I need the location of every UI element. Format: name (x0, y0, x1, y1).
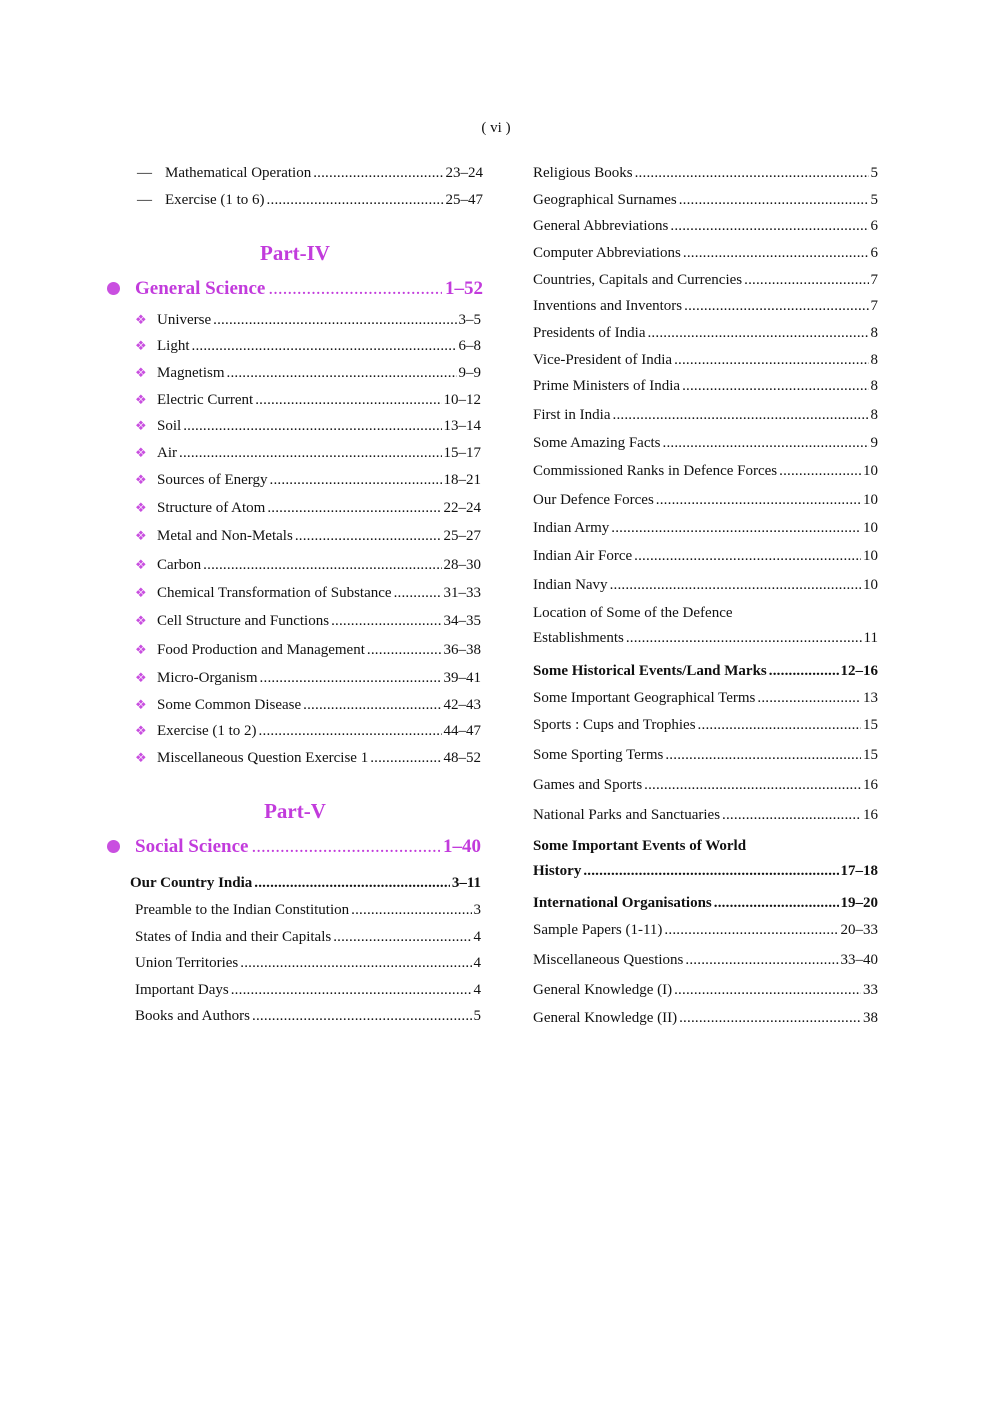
toc-title: Presidents of India (533, 325, 646, 341)
toc-pages: 39–41 (443, 670, 481, 686)
toc-entry[interactable] (135, 444, 481, 462)
toc-entry[interactable] (533, 244, 878, 262)
toc-pages: 10 (863, 492, 878, 508)
toc-entry[interactable] (533, 547, 878, 565)
dash-marker: — (137, 192, 152, 208)
toc-entry[interactable] (533, 491, 878, 509)
diamond-bullet-icon: ❖ (135, 750, 147, 765)
toc-pages: 38 (863, 1010, 878, 1026)
toc-title: Carbon (157, 557, 202, 573)
leader-dots (674, 981, 861, 999)
toc-entry-historical[interactable] (533, 662, 878, 680)
section-bullet-icon (107, 840, 120, 853)
toc-title: Countries, Capitals and Currencies (533, 272, 743, 288)
leader-dots (679, 1009, 861, 1027)
toc-title: Location of Some of the Defence (533, 605, 733, 621)
toc-pages: 19–20 (840, 895, 878, 911)
toc-pages: 23–24 (445, 165, 483, 181)
toc-title: Inventions and Inventors (533, 298, 683, 314)
toc-title: Magnetism (157, 365, 225, 381)
diamond-bullet-icon: ❖ (135, 670, 147, 685)
toc-title: Indian Air Force (533, 548, 633, 564)
toc-title: Vice-President of India (533, 352, 673, 368)
leader-dots (267, 191, 444, 209)
diamond-bullet-icon: ❖ (135, 528, 147, 543)
page-number: ( vi ) (481, 120, 511, 136)
toc-pages: 3–11 (451, 875, 481, 891)
diamond-bullet-icon: ❖ (135, 500, 147, 515)
toc-pages: 16 (863, 807, 878, 823)
section-general-science[interactable] (135, 278, 483, 300)
toc-title: First in India (533, 407, 611, 423)
toc-pages: 10–12 (443, 392, 481, 408)
toc-pages: 7 (870, 272, 878, 288)
toc-entry[interactable] (533, 951, 878, 969)
diamond-bullet-icon: ❖ (135, 338, 147, 353)
leader-dots (670, 217, 868, 235)
toc-title: General Knowledge (I) (533, 982, 673, 998)
toc-pages: 10 (863, 520, 878, 536)
leader-dots (635, 164, 869, 182)
toc-title: Prime Ministers of India (533, 378, 681, 394)
toc-title: Light (157, 338, 190, 354)
toc-entry[interactable] (135, 901, 481, 919)
toc-entry[interactable] (135, 311, 481, 329)
leader-dots (611, 519, 861, 537)
toc-title: Indian Army (533, 520, 610, 536)
diamond-bullet-icon: ❖ (135, 445, 147, 460)
toc-title: Soil (157, 418, 182, 434)
toc-title: Some Historical Events/Land Marks (533, 663, 767, 679)
toc-entry[interactable] (135, 1007, 481, 1025)
toc-title: Union Territories (135, 955, 239, 971)
toc-pages: 25–27 (443, 528, 481, 544)
toc-title: Commissioned Ranks in Defence Forces (533, 463, 778, 479)
toc-title: Air (157, 445, 177, 461)
diamond-bullet-icon: ❖ (135, 312, 147, 327)
toc-entry[interactable] (533, 1009, 878, 1027)
toc-title: Games and Sports (533, 777, 643, 793)
toc-pages: 6–8 (458, 338, 481, 354)
toc-pages: 15–17 (443, 445, 481, 461)
toc-entry[interactable] (533, 377, 878, 395)
toc-pages: 8 (870, 378, 878, 394)
toc-pages: 13 (863, 690, 878, 706)
toc-title: Our Defence Forces (533, 492, 654, 508)
toc-pages: 4 (473, 982, 481, 998)
toc-title: Universe (157, 312, 212, 328)
diamond-bullet-icon: ❖ (135, 557, 147, 572)
section-pages: 1–40 (443, 836, 481, 857)
leader-dots (634, 547, 861, 565)
leader-dots (685, 951, 838, 969)
toc-pages: 36–38 (443, 642, 481, 658)
toc-entry[interactable] (533, 716, 878, 734)
leader-dots (260, 669, 442, 687)
toc-entry[interactable] (135, 928, 481, 946)
toc-pages: 5 (870, 192, 878, 208)
toc-title: Important Days (135, 982, 229, 998)
part-v-heading: Part-V (264, 799, 326, 823)
subsection-our-country-india[interactable] (130, 874, 481, 892)
toc-title: Some Important Geographical Terms (533, 690, 756, 706)
toc-entry-intl-orgs[interactable] (533, 894, 878, 912)
toc-entry[interactable] (135, 337, 481, 355)
toc-entry[interactable] (135, 696, 481, 714)
toc-entry[interactable] (533, 164, 878, 182)
dash-marker: — (137, 165, 152, 181)
diamond-bullet-icon: ❖ (135, 723, 147, 738)
toc-pages: 31–33 (443, 585, 481, 601)
toc-pages: 6 (870, 218, 878, 234)
toc-pages: 5 (473, 1008, 481, 1024)
leader-dots (664, 921, 838, 939)
toc-entry[interactable] (135, 584, 481, 602)
toc-entry[interactable] (533, 191, 878, 209)
diamond-bullet-icon: ❖ (135, 613, 147, 628)
toc-pages: 22–24 (443, 500, 481, 516)
part-iv-heading: Part-IV (260, 241, 330, 265)
diamond-bullet-icon: ❖ (135, 642, 147, 657)
section-bullet-icon (107, 282, 120, 295)
toc-title: Mathematical Operation (165, 165, 312, 181)
toc-pages: 8 (870, 352, 878, 368)
leader-dots (255, 391, 441, 409)
toc-title: National Parks and Sanctuaries (533, 807, 721, 823)
toc-entry[interactable] (135, 391, 481, 409)
toc-entry[interactable] (533, 406, 878, 424)
toc-title: Some Common Disease (157, 697, 302, 713)
toc-pages: 42–43 (443, 697, 481, 713)
toc-pages: 10 (863, 577, 878, 593)
toc-title: Micro-Organism (157, 670, 258, 686)
section-title: Social Science (135, 836, 249, 857)
leader-dots (583, 862, 838, 880)
toc-title: International Organisations (533, 895, 712, 911)
section-social-science[interactable] (135, 836, 481, 858)
toc-pages: 8 (870, 407, 878, 423)
toc-title: Miscellaneous Question Exercise 1 (157, 750, 369, 766)
leader-dots (367, 641, 442, 659)
toc-pages: 3 (473, 902, 481, 918)
toc-entry[interactable] (135, 527, 481, 545)
toc-entry[interactable] (135, 471, 481, 489)
section-pages: 1–52 (445, 278, 483, 299)
toc-entry[interactable] (533, 806, 878, 824)
toc-title: Some Sporting Terms (533, 747, 664, 763)
toc-pages: 6 (870, 245, 878, 261)
toc-title: Geographical Surnames (533, 192, 677, 208)
diamond-bullet-icon: ❖ (135, 472, 147, 487)
leader-dots (698, 716, 861, 734)
diamond-bullet-icon: ❖ (135, 585, 147, 600)
leader-dots (663, 434, 869, 452)
toc-entry[interactable] (135, 417, 481, 435)
toc-title: Chemical Transformation of Substance (157, 585, 392, 601)
toc-entry[interactable] (135, 669, 481, 687)
leader-dots (179, 444, 442, 462)
toc-entry[interactable] (135, 954, 481, 972)
toc-entry[interactable] (135, 722, 481, 740)
toc-pages: 44–47 (443, 723, 481, 739)
leader-dots (192, 337, 457, 355)
toc-title: Miscellaneous Questions (533, 952, 684, 968)
toc-title: Exercise (1 to 6) (165, 192, 265, 208)
toc-entry[interactable] (533, 519, 878, 537)
toc-pages: 15 (863, 747, 878, 763)
toc-title: Structure of Atom (157, 500, 266, 516)
leader-dots (227, 364, 457, 382)
toc-entry-world-history[interactable] (533, 862, 878, 880)
leader-dots (394, 584, 442, 602)
leader-dots (644, 776, 861, 794)
leader-dots (684, 297, 868, 315)
toc-entry[interactable] (137, 191, 483, 209)
toc-pages: 10 (863, 463, 878, 479)
leader-dots (351, 901, 471, 919)
toc-title: Computer Abbreviations (533, 245, 681, 261)
leader-dots (647, 324, 868, 342)
leader-dots (203, 556, 441, 574)
diamond-bullet-icon: ❖ (135, 418, 147, 433)
toc-pages: 17–18 (840, 863, 878, 879)
toc-pages: 18–21 (443, 472, 481, 488)
toc-title: Metal and Non-Metals (157, 528, 293, 544)
toc-entry[interactable] (533, 351, 878, 369)
leader-dots (683, 244, 869, 262)
toc-entry[interactable] (533, 462, 878, 480)
toc-entry[interactable] (135, 612, 481, 630)
leader-dots (240, 954, 471, 972)
toc-pages: 11 (863, 630, 878, 646)
toc-title: States of India and their Capitals (135, 929, 332, 945)
toc-title: Electric Current (157, 392, 254, 408)
toc-title: Some Important Events of World (533, 838, 747, 854)
toc-entry[interactable] (533, 271, 878, 289)
leader-dots (303, 696, 441, 714)
toc-entry[interactable] (533, 576, 878, 594)
toc-title: Our Country India (130, 875, 253, 891)
toc-pages: 3–5 (458, 312, 481, 328)
toc-title: Cell Structure and Functions (157, 613, 330, 629)
toc-title: Some Amazing Facts (533, 435, 661, 451)
toc-title: Sample Papers (1-11) (533, 922, 663, 938)
toc-entry[interactable] (533, 434, 878, 452)
toc-entry[interactable] (533, 324, 878, 342)
leader-dots (267, 499, 441, 517)
leader-dots (259, 722, 442, 740)
leader-dots (769, 662, 839, 680)
leader-dots (270, 471, 442, 489)
leader-dots (331, 612, 441, 630)
toc-entry[interactable] (135, 499, 481, 517)
toc-pages: 12–16 (840, 663, 878, 679)
toc-pages: 8 (870, 325, 878, 341)
toc-pages: 9–9 (458, 365, 481, 381)
toc-entry[interactable] (135, 641, 481, 659)
leader-dots (295, 527, 442, 545)
toc-entry[interactable] (533, 217, 878, 235)
toc-pages: 28–30 (443, 557, 481, 573)
toc-title: Preamble to the Indian Constitution (135, 902, 350, 918)
toc-entry[interactable] (135, 364, 481, 382)
toc-pages: 13–14 (443, 418, 481, 434)
toc-entry[interactable] (135, 556, 481, 574)
leader-dots (370, 749, 441, 767)
toc-title: Religious Books (533, 165, 633, 181)
toc-entry[interactable] (533, 297, 878, 315)
leader-dots (254, 874, 450, 892)
leader-dots (251, 836, 440, 858)
toc-entry-line1[interactable] (533, 604, 878, 622)
toc-entry[interactable] (533, 776, 878, 794)
toc-entry[interactable] (135, 749, 481, 767)
toc-pages: 25–47 (445, 192, 483, 208)
toc-pages: 20–33 (840, 922, 878, 938)
toc-title: Books and Authors (135, 1008, 251, 1024)
toc-title: Sources of Energy (157, 472, 268, 488)
diamond-bullet-icon: ❖ (135, 392, 147, 407)
leader-dots (213, 311, 456, 329)
leader-dots (268, 278, 442, 300)
toc-entry[interactable] (533, 689, 878, 707)
leader-dots (665, 746, 861, 764)
leader-dots (722, 806, 861, 824)
toc-entry[interactable] (533, 981, 878, 999)
toc-pages: 4 (473, 929, 481, 945)
leader-dots (714, 894, 839, 912)
toc-title: Indian Navy (533, 577, 608, 593)
toc-entry[interactable] (533, 746, 878, 764)
toc-pages: 5 (870, 165, 878, 181)
toc-pages: 4 (473, 955, 481, 971)
toc-pages: 7 (870, 298, 878, 314)
toc-entry-line1[interactable] (533, 837, 878, 855)
leader-dots (674, 351, 868, 369)
leader-dots (656, 491, 861, 509)
toc-title: General Knowledge (II) (533, 1010, 678, 1026)
leader-dots (183, 417, 441, 435)
toc-pages: 33–40 (840, 952, 878, 968)
toc-entry[interactable] (533, 629, 878, 647)
leader-dots (679, 191, 869, 209)
toc-title: Sports : Cups and Trophies (533, 717, 696, 733)
leader-dots (682, 377, 868, 395)
leader-dots (231, 981, 472, 999)
toc-title: History (533, 863, 582, 879)
section-title: General Science (135, 278, 266, 299)
leader-dots (610, 576, 861, 594)
toc-entry[interactable] (135, 981, 481, 999)
leader-dots (333, 928, 471, 946)
toc-pages: 15 (863, 717, 878, 733)
leader-dots (252, 1007, 471, 1025)
leader-dots (757, 689, 861, 707)
toc-title: Food Production and Management (157, 642, 365, 658)
toc-pages: 33 (863, 982, 878, 998)
leader-dots (779, 462, 861, 480)
toc-title: Exercise (1 to 2) (157, 723, 257, 739)
toc-entry[interactable] (137, 164, 483, 182)
toc-title: Establishments (533, 630, 624, 646)
toc-pages: 16 (863, 777, 878, 793)
toc-entry[interactable] (533, 921, 878, 939)
leader-dots (613, 406, 869, 424)
toc-pages: 48–52 (443, 750, 481, 766)
diamond-bullet-icon: ❖ (135, 365, 147, 380)
diamond-bullet-icon: ❖ (135, 697, 147, 712)
toc-title: General Abbreviations (533, 218, 669, 234)
toc-pages: 10 (863, 548, 878, 564)
leader-dots (626, 629, 862, 647)
toc-pages: 9 (870, 435, 878, 451)
leader-dots (313, 164, 443, 182)
toc-pages: 34–35 (443, 613, 481, 629)
leader-dots (744, 271, 868, 289)
